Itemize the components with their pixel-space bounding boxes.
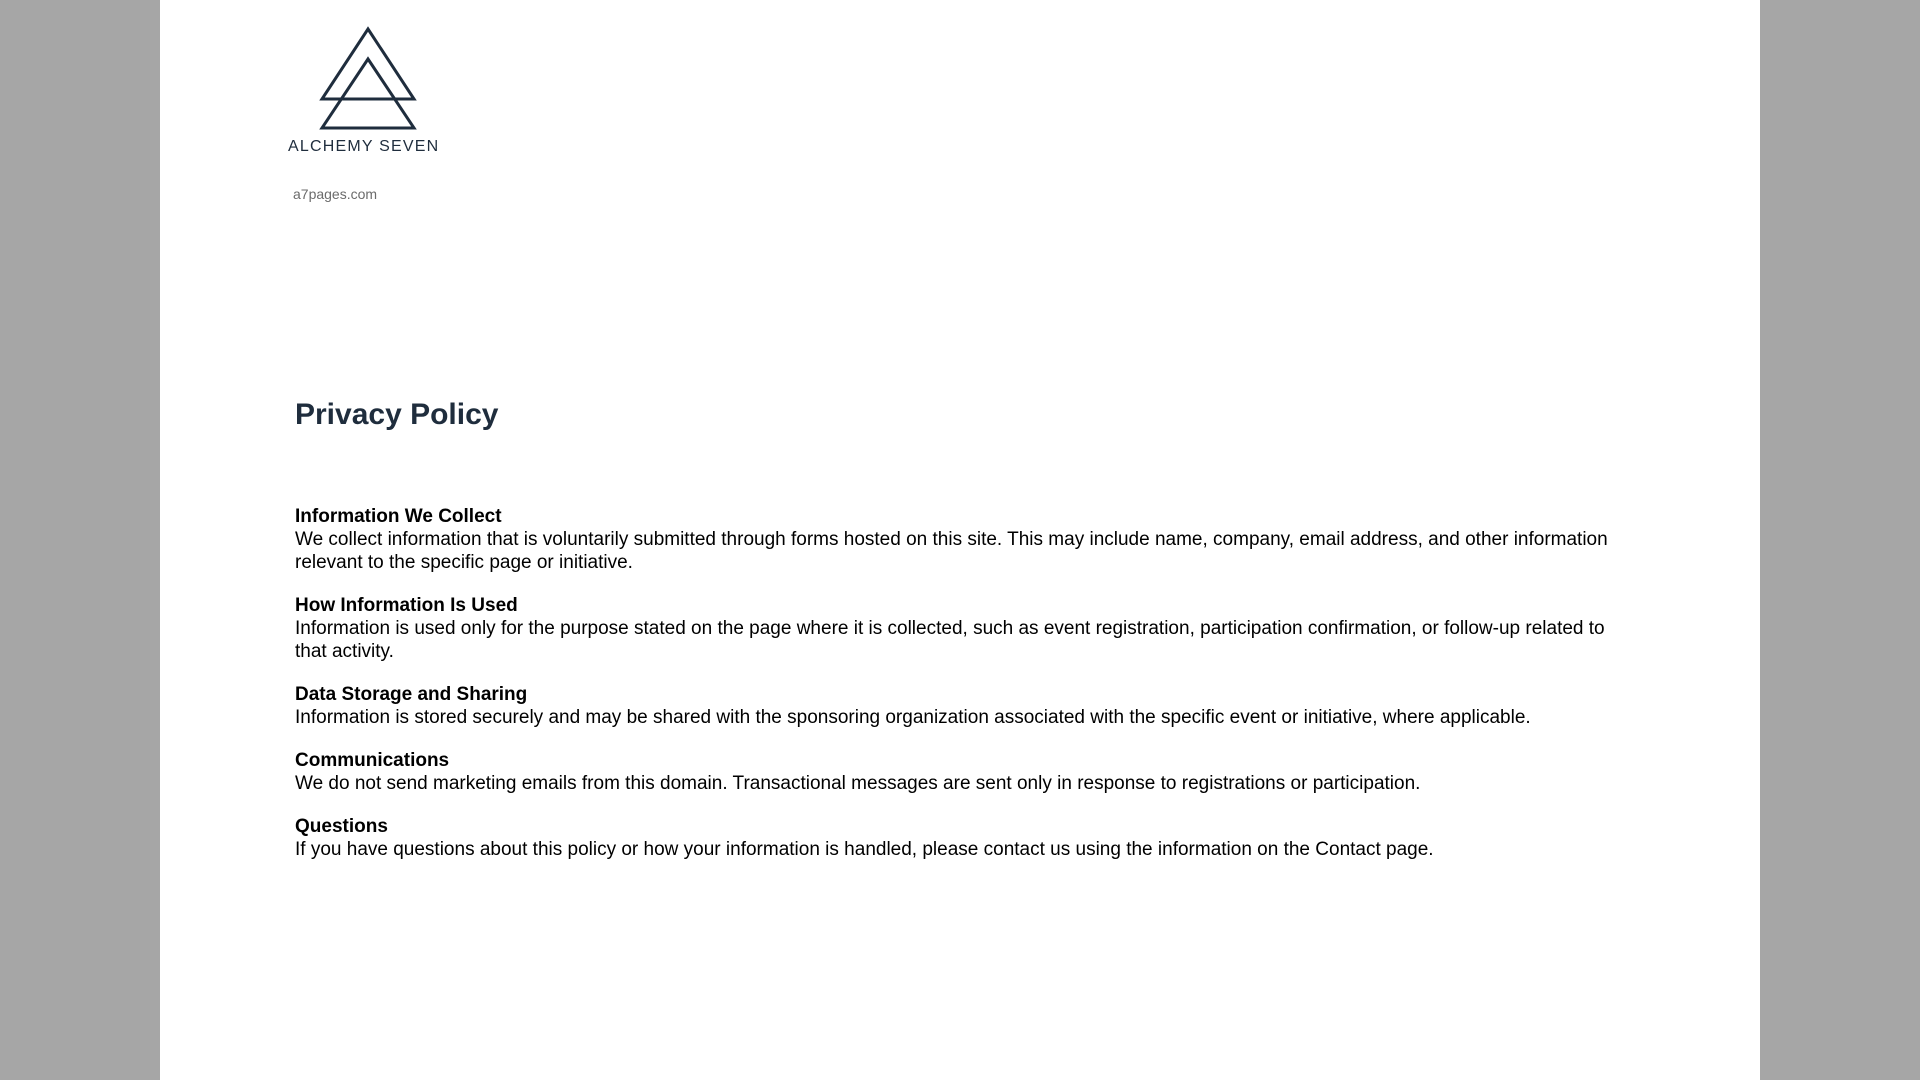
- site-url-link[interactable]: a7pages.com: [293, 186, 378, 202]
- section-heading: Information We Collect: [295, 506, 502, 527]
- section-body: Information is stored securely and may be shared with the sponsoring organization associated with the specific event or initiative, where applicable.: [295, 707, 1531, 728]
- section-body: If you have questions about this policy or how your information is handled, please contact us using the information on the Contact page.: [295, 839, 1434, 860]
- section-heading: Communications: [295, 750, 450, 771]
- logo-text: ALCHEMY SEVEN: [288, 138, 440, 155]
- section-heading: Data Storage and Sharing: [295, 684, 528, 705]
- page-title: Privacy Policy: [295, 398, 499, 431]
- section-heading: How Information Is Used: [295, 595, 518, 616]
- page-container: [160, 0, 1760, 1080]
- policy-section-information-we-collect: [295, 505, 1615, 574]
- policy-section-questions: [295, 815, 1615, 861]
- policy-section-how-information-is-used: [295, 594, 1615, 663]
- policy-section-data-storage-and-sharing: [295, 683, 1615, 729]
- policy-content: [295, 505, 1615, 881]
- section-body: We do not send marketing emails from this domain. Transactional messages are sent only in response to registrations or participation.: [295, 773, 1421, 794]
- section-heading: Questions: [295, 816, 388, 837]
- section-body: Information is used only for the purpose stated on the page where it is collected, such as event registration, participation confirmation, or follow-up related to that activity.: [295, 618, 1605, 662]
- triangles-logo-icon: [318, 26, 418, 130]
- section-body: We collect information that is voluntarily submitted through forms hosted on this site. This may include name, company, email address, and other information relevant to the specific page or initiative.: [295, 529, 1608, 573]
- alchemy-seven-logo[interactable]: [288, 26, 458, 156]
- policy-section-communications: [295, 749, 1615, 795]
